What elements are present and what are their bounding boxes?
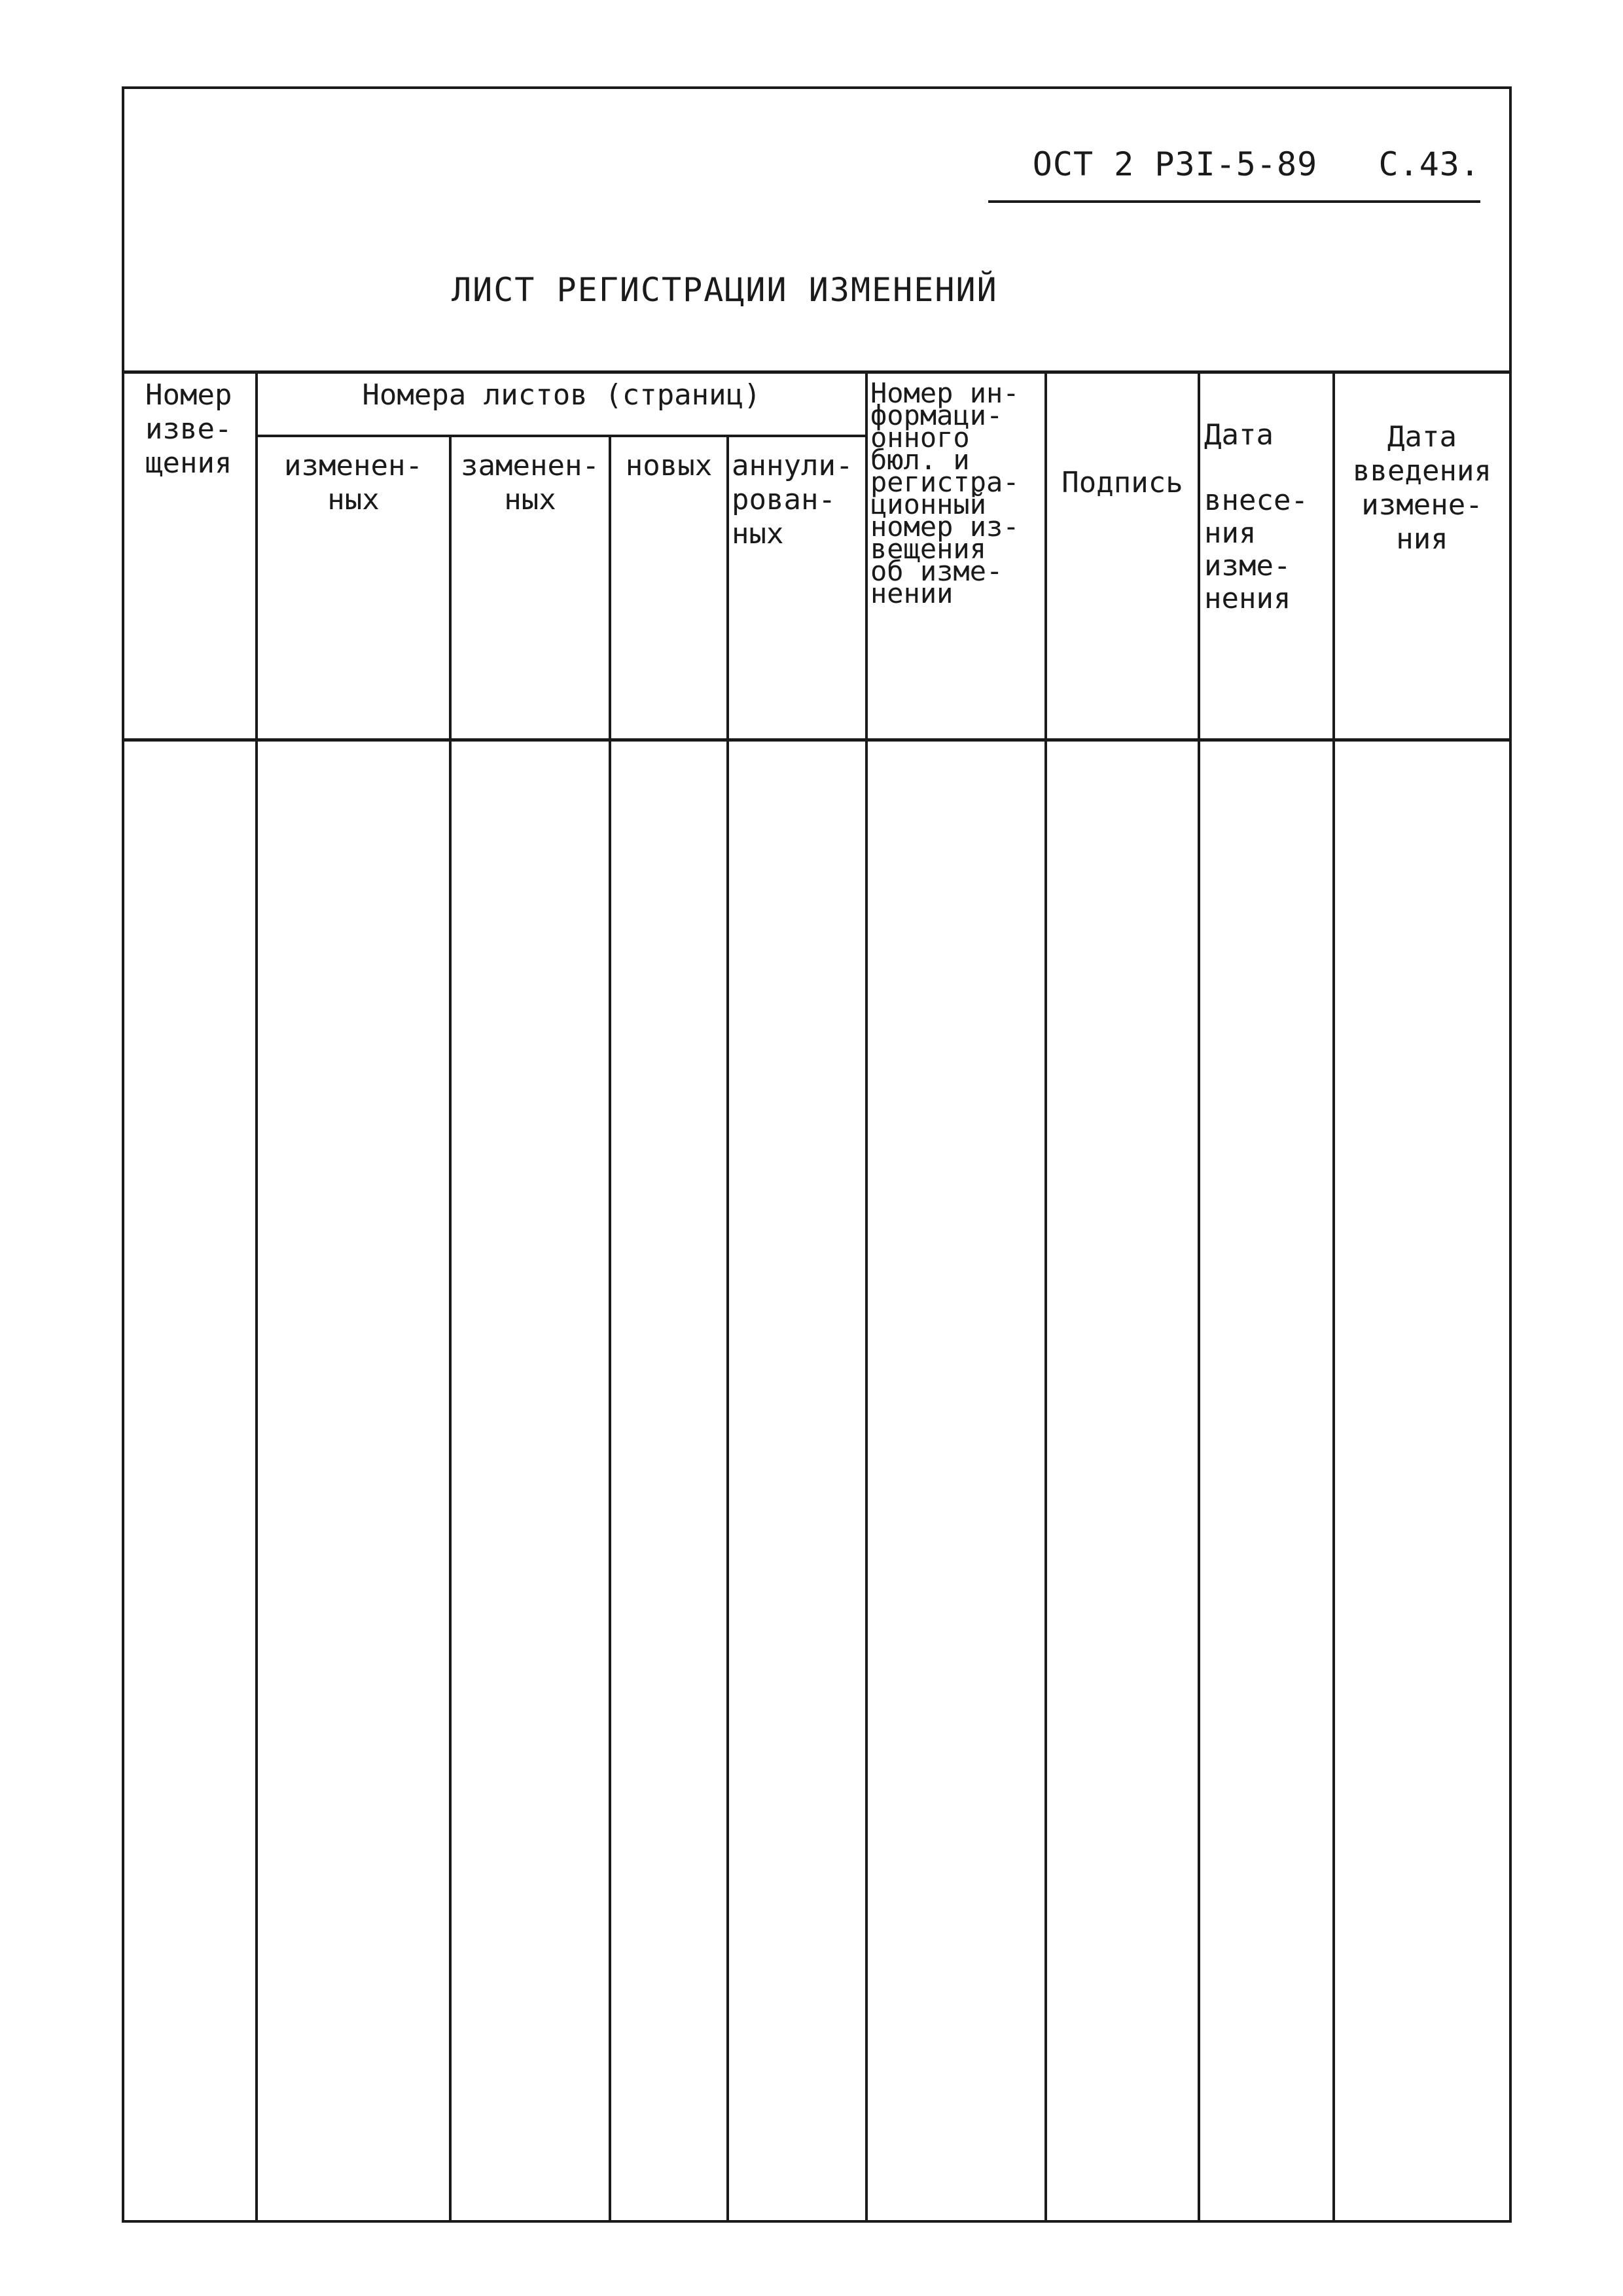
header-bottom-rule [124,738,1509,742]
header-entry-date: Дата внесе- ния изме- нения [1204,418,1308,615]
sheet-title: ЛИСТ РЕГИСТРАЦИИ ИЗМЕНЕНИЙ [452,271,998,309]
column-divider-2 [449,436,452,2220]
column-divider-7 [1198,373,1200,2220]
page-label: С.43. [1378,145,1480,183]
column-divider-4 [726,436,729,2220]
header-new-sheets: новых [625,449,713,482]
header-signature: Подпись [1061,466,1183,499]
header-effective-date: Дата введения измене- ния [1353,420,1491,556]
header-replaced-sheets: заменен- ных [461,449,599,516]
header-bulletin-number: Номер ин- формаци- онного бюл. и регистра- ционный номер из- вещения об изме- нении [870,377,1020,609]
header-cancelled-sheets: аннули- рован- ных [732,449,853,550]
table-top-rule [124,370,1509,374]
header-notice-number: Номер изве- щения [145,378,232,480]
document-code-header [988,145,1480,192]
header-changed-sheets: изменен- ных [284,449,423,516]
column-divider-8 [1332,373,1335,2220]
document-code: ОСТ 2 РЗI-5-89 [1032,145,1318,183]
column-divider-5 [865,373,868,2220]
column-divider-6 [1044,373,1047,2220]
group-header-rule [258,435,868,437]
header-underline [988,200,1480,203]
column-divider-3 [609,436,611,2220]
column-divider-1 [255,373,258,2220]
header-sheet-numbers-group: Номера листов (страниц) [362,378,761,412]
